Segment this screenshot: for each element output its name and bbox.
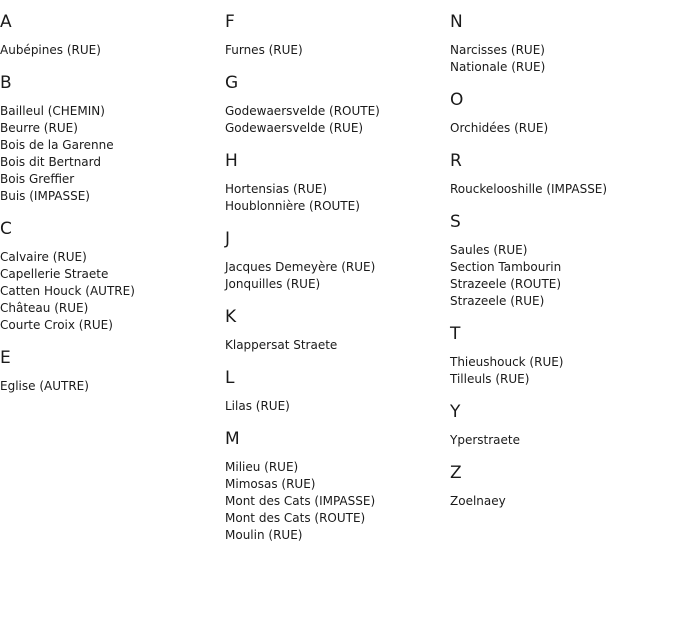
street-list [225,181,447,215]
street-link[interactable]: Godewaersvelde (ROUTE) [225,104,380,118]
street-link[interactable]: Capellerie Straete [0,267,109,281]
letter-heading: Z [450,463,462,483]
letter-group-t [450,323,672,388]
street-link[interactable]: Saules (RUE) [450,243,528,257]
street-link[interactable]: Jacques Demeyère (RUE) [225,260,376,274]
letter-group-j [225,228,447,293]
letter-group-c [0,218,222,334]
letter-heading: F [225,12,235,32]
street-list [450,242,672,310]
street-link[interactable]: Château (RUE) [0,301,89,315]
street-link[interactable]: Strazeele (RUE) [450,294,545,308]
street-list [225,398,447,415]
letter-group-e [0,347,222,395]
letter-heading: Y [450,402,461,422]
street-list [0,103,222,205]
street-link[interactable]: Aubépines (RUE) [0,43,101,57]
letter-heading: T [450,324,461,344]
street-link[interactable]: Catten Houck (AUTRE) [0,284,135,298]
letter-group-l [225,367,447,415]
street-link[interactable]: Strazeele (ROUTE) [450,277,562,291]
street-link[interactable]: Furnes (RUE) [225,43,303,57]
letter-heading: C [0,219,12,239]
letter-heading: S [450,212,461,232]
street-link[interactable]: Lilas (RUE) [225,399,290,413]
letter-heading: J [225,229,231,249]
street-list [450,493,672,510]
letter-heading: B [0,73,12,93]
index-column-3 [450,11,672,523]
letter-group-a [0,11,222,59]
street-link[interactable]: Bois dit Bertnard [0,155,101,169]
index-column-2 [225,11,447,557]
street-link[interactable]: Mont des Cats (IMPASSE) [225,494,376,508]
street-link[interactable]: Godewaersvelde (RUE) [225,121,364,135]
letter-heading: K [225,307,237,327]
letter-heading: N [450,12,463,32]
street-link[interactable]: Calvaire (RUE) [0,250,87,264]
street-list [225,337,447,354]
letter-group-n [450,11,672,76]
street-link[interactable]: Mont des Cats (ROUTE) [225,511,366,525]
letter-group-o [450,89,672,137]
letter-group-g [225,72,447,137]
letter-heading: A [0,12,12,32]
street-link[interactable]: Nationale (RUE) [450,60,546,74]
street-list [450,120,672,137]
street-list [225,42,447,59]
street-list [450,42,672,76]
street-link[interactable]: Beurre (RUE) [0,121,78,135]
street-link[interactable]: Bois de la Garenne [0,138,114,152]
street-list [0,249,222,334]
street-link[interactable]: Houblonnière (ROUTE) [225,199,360,213]
street-list [0,378,222,395]
street-link[interactable]: Buis (IMPASSE) [0,189,90,203]
street-link[interactable]: Yperstraete [450,433,520,447]
street-link[interactable]: Tilleuls (RUE) [450,372,530,386]
street-link[interactable]: Bois Greffier [0,172,75,186]
street-link[interactable]: Bailleul (CHEMIN) [0,104,105,118]
street-link[interactable]: Jonquilles (RUE) [225,277,321,291]
letter-heading: G [225,73,239,93]
letter-group-f [225,11,447,59]
street-list [0,42,222,59]
letter-group-s [450,211,672,310]
street-link[interactable]: Orchidées (RUE) [450,121,549,135]
letter-heading: E [0,348,11,368]
street-link[interactable]: Narcisses (RUE) [450,43,545,57]
letter-group-y [450,401,672,449]
letter-group-m [225,428,447,544]
letter-heading: O [450,90,464,110]
street-link[interactable]: Milieu (RUE) [225,460,299,474]
letter-heading: L [225,368,235,388]
letter-group-k [225,306,447,354]
street-link[interactable]: Klappersat Straete [225,338,338,352]
street-link[interactable]: Section Tambourin [450,260,562,274]
index-column-1 [0,11,222,408]
street-link[interactable]: Mimosas (RUE) [225,477,316,491]
street-list [225,259,447,293]
street-link[interactable]: Courte Croix (RUE) [0,318,113,332]
street-link[interactable]: Eglise (AUTRE) [0,379,89,393]
street-link[interactable]: Moulin (RUE) [225,528,303,542]
letter-group-r [450,150,672,198]
street-list [225,103,447,137]
letter-heading: H [225,151,238,171]
street-link[interactable]: Zoelnaey [450,494,506,508]
street-list [450,354,672,388]
letter-heading: M [225,429,240,449]
street-list [450,181,672,198]
letter-heading: R [450,151,462,171]
street-link[interactable]: Rouckelooshille (IMPASSE) [450,182,608,196]
letter-group-h [225,150,447,215]
letter-group-b [0,72,222,205]
street-list [225,459,447,544]
street-link[interactable]: Thieushouck (RUE) [450,355,564,369]
street-link[interactable]: Hortensias (RUE) [225,182,328,196]
letter-group-z [450,462,672,510]
street-list [450,432,672,449]
